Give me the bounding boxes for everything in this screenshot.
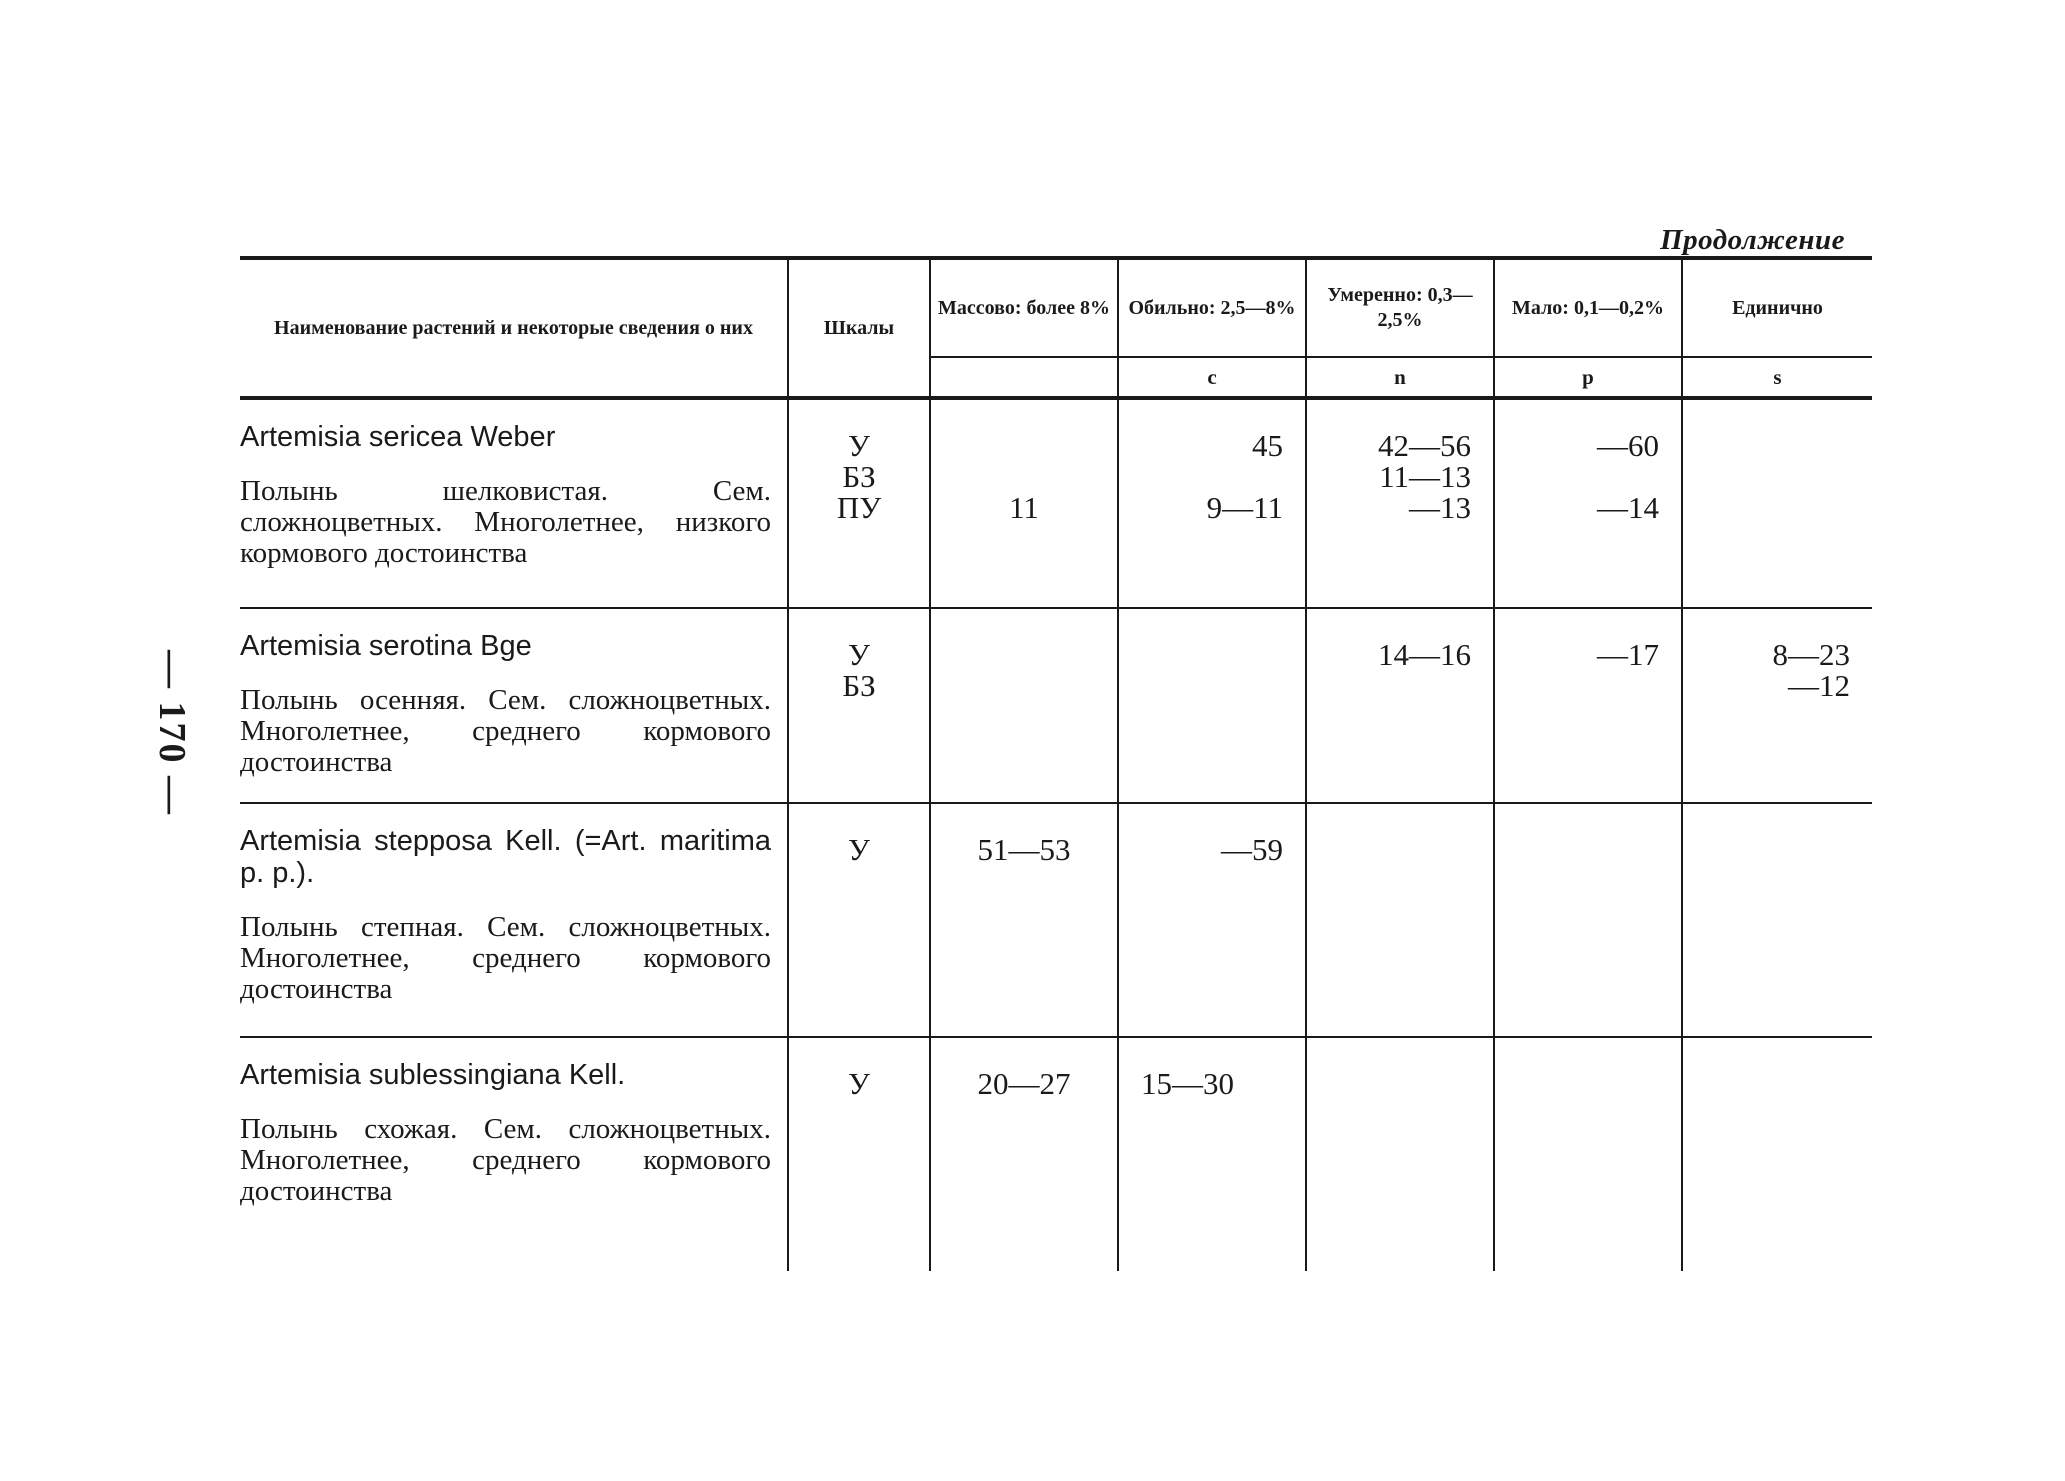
scale-cell [788, 608, 930, 803]
mass-cell [930, 398, 1118, 608]
latin-name: Artemisia serotina Bge [240, 630, 532, 662]
abundant-cell [1118, 1037, 1306, 1271]
plant-name-cell [240, 398, 788, 608]
few-cell [1494, 398, 1682, 608]
moderate-cell [1306, 398, 1494, 608]
cell-value [1141, 461, 1283, 492]
plant-description: Полынь шелковистая. Сем. сложноцветных. Многолетнее, низкого кормового достоинства [240, 474, 771, 569]
mass-cell [930, 803, 1118, 1037]
cell-value: 11 [1009, 490, 1039, 525]
cell-value [1517, 461, 1659, 492]
table-header [240, 258, 1872, 398]
scale-value: У [848, 637, 870, 672]
cell-value: —59 [1221, 831, 1283, 867]
cell-value: 11—13 [1379, 459, 1471, 494]
header-abundant: Обильно: 2,5—8% [1118, 258, 1306, 357]
scale-cell [788, 1037, 930, 1271]
header-single: Единично [1682, 258, 1872, 357]
cell-value: 15—30 [1141, 1065, 1234, 1101]
few-cell [1494, 803, 1682, 1037]
single-cell [1682, 398, 1872, 608]
cell-value: —12 [1788, 668, 1850, 703]
continuation-label: Продолжение [1660, 224, 1845, 256]
single-cell [1682, 608, 1872, 803]
cell-value: 9—11 [1206, 490, 1283, 525]
cell-value: 42—56 [1378, 428, 1471, 463]
header-few: Мало: 0,1—0,2% [1494, 258, 1682, 357]
abundant-cell [1118, 398, 1306, 608]
header-name: Наименование растений и некоторые сведения о них [240, 258, 788, 398]
code-mass [930, 357, 1118, 398]
few-cell [1494, 608, 1682, 803]
plant-name-cell [240, 1037, 788, 1271]
latin-name: Artemisia sublessingiana Kell. [240, 1058, 626, 1091]
code-single: s [1682, 357, 1872, 398]
cell-value: 14—16 [1378, 637, 1471, 672]
plant-description: Полынь схожая. Сем. сложноцветных. Многолетнее, среднего кормового достоинства [240, 1112, 771, 1207]
scale-cell [788, 803, 930, 1037]
cell-value: —60 [1597, 428, 1659, 463]
scale-value: ПУ [836, 490, 882, 525]
code-abundant: c [1118, 357, 1306, 398]
single-cell [1682, 1037, 1872, 1271]
cell-value: 45 [1252, 428, 1283, 463]
plant-description: Полынь степная. Сем. сложноцветных. Многолетнее, среднего кормового достоинства [240, 910, 771, 1005]
latin-name: Artemisia sericea Weber [240, 421, 556, 453]
scale-value: У [848, 831, 870, 867]
mass-cell [930, 608, 1118, 803]
header-scale: Шкалы [788, 258, 930, 398]
cell-value: —17 [1597, 637, 1659, 672]
header-mass: Массово: более 8% [930, 258, 1118, 357]
plant-name-cell [240, 608, 788, 803]
cell-value: 8—23 [1772, 637, 1850, 672]
plant-description: Полынь осенняя. Сем. сложноцветных. Многолетнее, среднего кормового достоинства [240, 683, 771, 778]
plant-name-cell [240, 803, 788, 1037]
table-row [240, 803, 1872, 1037]
mass-cell [930, 1037, 1118, 1271]
scale-value: У [848, 428, 870, 463]
plant-table-wrapper [240, 256, 1872, 1271]
cell-value [953, 461, 1095, 492]
code-few: p [1494, 357, 1682, 398]
plant-table [240, 256, 1872, 1271]
latin-name: Artemisia stepposa Kell. (=Art. maritima p. p.). [240, 824, 771, 889]
table-body [240, 398, 1872, 1271]
scale-value: БЗ [842, 459, 876, 494]
abundant-cell [1118, 608, 1306, 803]
cell-value: 51—53 [977, 831, 1071, 867]
cell-value: —14 [1597, 490, 1659, 525]
scale-value: БЗ [842, 668, 876, 703]
cell-value: 20—27 [977, 1065, 1071, 1101]
moderate-cell [1306, 1037, 1494, 1271]
scale-cell [788, 398, 930, 608]
cell-value [953, 430, 1095, 461]
moderate-cell [1306, 803, 1494, 1037]
few-cell [1494, 1037, 1682, 1271]
table-row [240, 608, 1872, 803]
moderate-cell [1306, 608, 1494, 803]
page-number-text: — 170 — [151, 650, 193, 816]
code-moderate: n [1306, 357, 1494, 398]
abundant-cell [1118, 803, 1306, 1037]
header-moderate: Умеренно: 0,3—2,5% [1306, 258, 1494, 357]
table-row [240, 1037, 1872, 1271]
single-cell [1682, 803, 1872, 1037]
scale-value: У [848, 1065, 870, 1101]
table-row [240, 398, 1872, 608]
cell-value: —13 [1409, 490, 1471, 525]
